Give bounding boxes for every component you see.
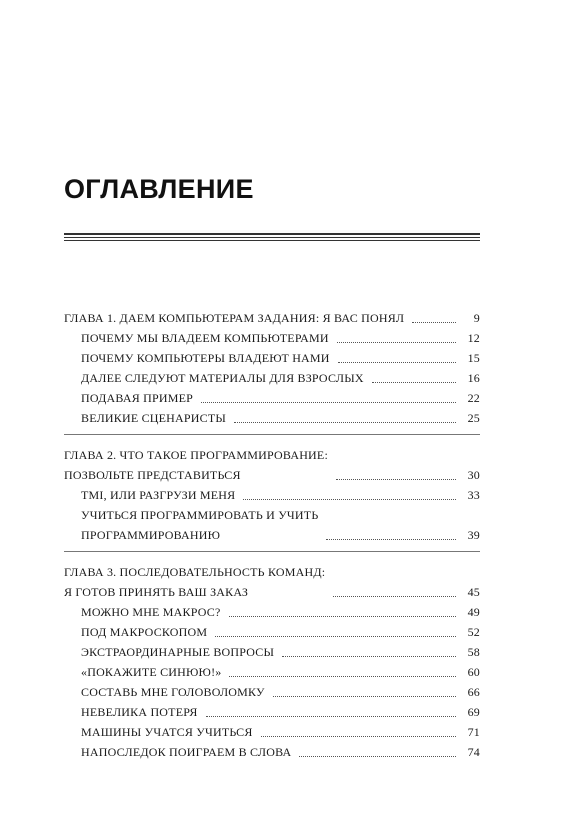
title-rule [64, 233, 480, 243]
title-line: ГЛАВА 1. ДАЕМ КОМПЬЮТЕРАМ ЗАДАНИЯ: Я ВАС ПОНЯЛ [64, 311, 405, 325]
section-entry[interactable] [64, 702, 480, 722]
dot-leader [234, 422, 456, 423]
section-entry[interactable] [64, 662, 480, 682]
section-entry-title [81, 682, 265, 702]
page-number: 60 [467, 665, 480, 679]
page-number: 49 [467, 605, 480, 619]
section-entry[interactable] [64, 642, 480, 662]
section-entry[interactable] [64, 505, 480, 545]
dot-leader [261, 736, 456, 737]
section-entry-title [81, 742, 291, 762]
section-entry-title [81, 622, 207, 642]
rule-line [64, 233, 480, 235]
title-line: ПРОГРАММИРОВАНИЮ [81, 528, 221, 542]
section-entry[interactable] [64, 328, 480, 348]
title-line: ГЛАВА 2. ЧТО ТАКОЕ ПРОГРАММИРОВАНИЕ: [64, 448, 328, 462]
section-entry[interactable] [64, 682, 480, 702]
dot-leader [201, 402, 456, 403]
section-entry[interactable] [64, 722, 480, 742]
page-number: 22 [467, 391, 480, 405]
page-number: 30 [467, 468, 480, 482]
page-number: 58 [467, 645, 480, 659]
section-entry[interactable] [64, 348, 480, 368]
page-title: ОГЛАВЛЕНИЕ [64, 174, 254, 204]
page-number: 52 [467, 625, 480, 639]
section-entry[interactable] [64, 622, 480, 642]
rule-line [64, 240, 480, 241]
section-entry-title [81, 602, 221, 622]
section-entry[interactable] [64, 602, 480, 622]
dot-leader [206, 716, 456, 717]
title-line: ПОЧЕМУ МЫ ВЛАДЕЕМ КОМПЬЮТЕРАМИ [81, 331, 329, 345]
dot-leader [333, 596, 456, 597]
title-line: ПОД МАКРОСКОПОМ [81, 625, 208, 639]
title-line: МАШИНЫ УЧАТСЯ УЧИТЬСЯ [81, 725, 253, 739]
rule-line [64, 237, 480, 238]
page-number: 12 [467, 331, 480, 345]
dot-leader [337, 342, 456, 343]
title-line: «ПОКАЖИТЕ СИНЮЮ!» [81, 665, 222, 679]
title-line: TMI, ИЛИ РАЗГРУЗИ МЕНЯ [81, 488, 236, 502]
dot-leader [412, 322, 456, 323]
title-line: ГЛАВА 3. ПОСЛЕДОВАТЕЛЬНОСТЬ КОМАНД: [64, 565, 326, 579]
title-line: ЭКСТРАОРДИНАРНЫЕ ВОПРОСЫ [81, 645, 275, 659]
section-entry-title [81, 388, 193, 408]
page-number: 71 [467, 725, 480, 739]
title-line: УЧИТЬСЯ ПРОГРАММИРОВАТЬ И УЧИТЬ [81, 508, 319, 522]
dot-leader [336, 479, 456, 480]
chapter-group [64, 308, 480, 435]
chapter-group [64, 445, 480, 552]
dot-leader [215, 636, 456, 637]
section-entry-title [81, 348, 330, 368]
page-number: 15 [467, 351, 480, 365]
title-line: Я ГОТОВ ПРИНЯТЬ ВАШ ЗАКАЗ [64, 585, 249, 599]
title-line: ДАЛЕЕ СЛЕДУЮТ МАТЕРИАЛЫ ДЛЯ ВЗРОСЛЫХ [81, 371, 364, 385]
page-number: 39 [467, 528, 480, 542]
section-entry[interactable] [64, 485, 480, 505]
page-number: 25 [467, 411, 480, 425]
title-line: ПОЗВОЛЬТЕ ПРЕДСТАВИТЬСЯ [64, 468, 241, 482]
chapter-entry[interactable] [64, 308, 480, 328]
page-number: 33 [467, 488, 480, 502]
dot-leader [282, 656, 456, 657]
section-entry-title [81, 722, 253, 742]
dot-leader [372, 382, 456, 383]
title-line: ВЕЛИКИЕ СЦЕНАРИСТЫ [81, 411, 227, 425]
dot-leader [338, 362, 456, 363]
page-number: 66 [467, 685, 480, 699]
section-entry-title [81, 368, 364, 388]
chapter-group [64, 562, 480, 768]
chapter-entry-title [64, 445, 328, 485]
dot-leader [299, 756, 456, 757]
chapter-entry-title [64, 562, 325, 602]
title-line: МОЖНО МНЕ МАКРОС? [81, 605, 221, 619]
title-line: ПОЧЕМУ КОМПЬЮТЕРЫ ВЛАДЕЮТ НАМИ [81, 351, 330, 365]
section-entry-title [81, 662, 221, 682]
chapter-entry-title [64, 308, 404, 328]
chapter-entry[interactable] [64, 445, 480, 485]
section-entry[interactable] [64, 742, 480, 762]
page-number: 45 [467, 585, 480, 599]
dot-leader [229, 616, 457, 617]
section-entry[interactable] [64, 388, 480, 408]
title-line: СОСТАВЬ МНЕ ГОЛОВОЛОМКУ [81, 685, 265, 699]
section-entry[interactable] [64, 408, 480, 428]
dot-leader [229, 676, 456, 677]
page-number: 74 [467, 745, 480, 759]
title-line: НЕВЕЛИКА ПОТЕРЯ [81, 705, 198, 719]
section-entry-title [81, 642, 274, 662]
chapter-entry[interactable] [64, 562, 480, 602]
table-of-contents [64, 308, 480, 778]
dot-leader [273, 696, 456, 697]
page-number: 9 [473, 311, 480, 325]
section-entry-title [81, 505, 318, 545]
section-entry-title [81, 328, 329, 348]
section-entry-title [81, 485, 235, 505]
section-entry[interactable] [64, 368, 480, 388]
section-entry-title [81, 408, 226, 428]
title-line: НАПОСЛЕДОК ПОИГРАЕМ В СЛОВА [81, 745, 292, 759]
page-number: 69 [467, 705, 480, 719]
dot-leader [243, 499, 456, 500]
section-entry-title [81, 702, 198, 722]
dot-leader [326, 539, 456, 540]
page-number: 16 [467, 371, 480, 385]
title-line: ПОДАВАЯ ПРИМЕР [81, 391, 193, 405]
